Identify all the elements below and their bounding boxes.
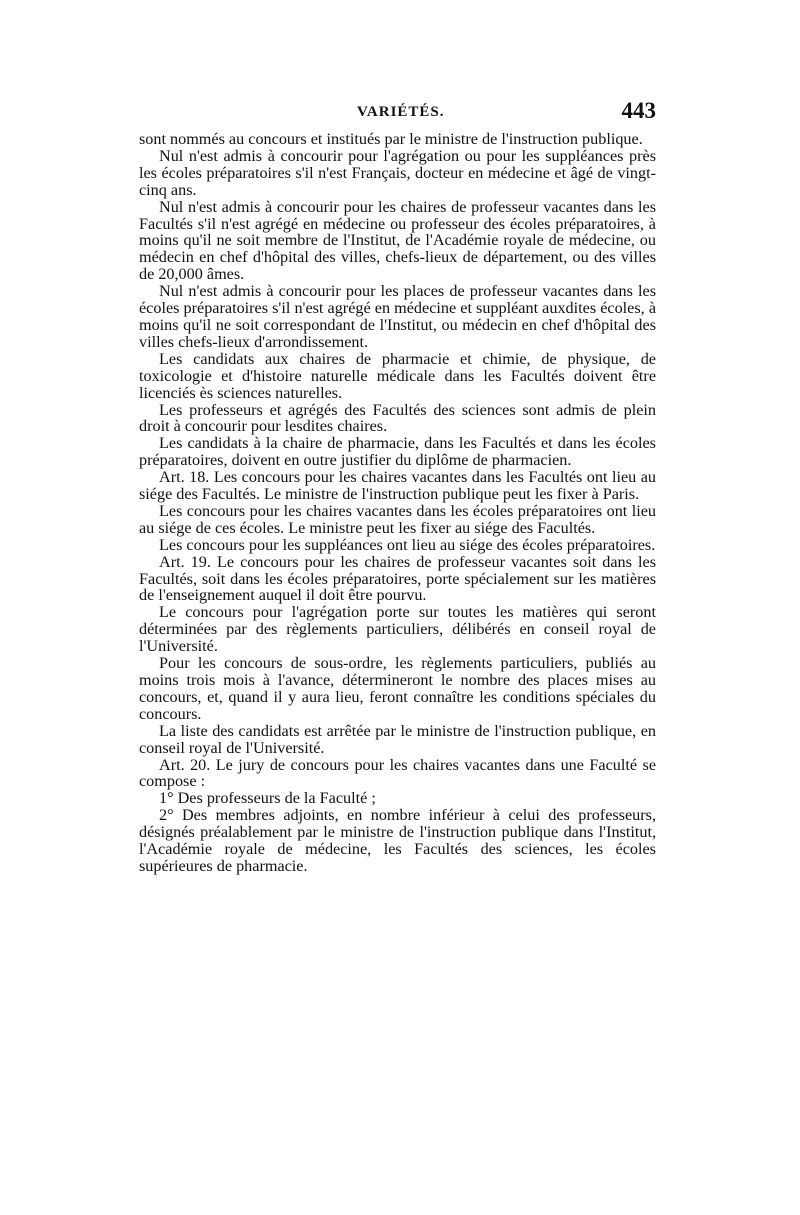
paragraph: Nul n'est admis à concourir pour les chaires de professeur vacantes dans les Facultés s'il n'est agrégé en médecine ou professeur des écoles préparatoires, à moins qu'il ne soit membre de l'Institut, de l'Académie royale de médecine, ou médecin en chef d'hôpital des villes, chefs-lieux de département, ou des villes de 20,000 âmes. [139, 197, 656, 284]
paragraph: Le concours pour l'agrégation porte sur toutes les matières qui seront déterminées par des règlements particuliers, délibérés en conseil royal de l'Université. [139, 603, 656, 656]
paragraph: 1° Des professeurs de la Faculté ; [159, 789, 376, 808]
paragraph: sont nommés au concours et institués par le ministre de l'instruction publique. [139, 130, 643, 148]
paragraph: Les concours pour les chaires vacantes dans les écoles préparatoires ont lieu au siége de ces écoles. Le ministre peut les fixer au siége des Facultés. [139, 501, 656, 537]
body-text [139, 131, 656, 875]
paragraph: Les candidats à la chaire de pharmacie, dans les Facultés et dans les écoles préparatoires, doivent en outre justifier du diplôme de pharmacien. [139, 434, 656, 470]
paragraph: Art. 20. Le jury de concours pour les chaires vacantes dans une Faculté se compose : [139, 755, 656, 791]
paragraph: Art. 19. Le concours pour les chaires de professeur vacantes soit dans les Facultés, soit dans les écoles préparatoires, porte spécialement sur les matières de l'enseignement auquel il doit être pourvu. [139, 552, 656, 605]
paragraph: Pour les concours de sous-ordre, les règlements particuliers, publiés au moins trois mois à l'avance, détermineront le nombre des places mises au concours, et, quand il y aura lieu, feront connaître les conditions spéciales du concours. [139, 654, 656, 723]
page-header [139, 98, 656, 128]
paragraph: La liste des candidats est arrêtée par le ministre de l'instruction publique, en conseil royal de l'Université. [139, 721, 656, 757]
running-title: VARIÉTÉS. [357, 104, 445, 120]
paragraph: Nul n'est admis à concourir pour les places de professeur vacantes dans les écoles préparatoires s'il n'est agrégé en médecine et suppléant auxdites écoles, à moins qu'il ne soit correspondant de l'Institut, ou médecin en chef d'hôpital des villes chefs-lieux d'arrondissement. [139, 282, 656, 351]
paragraph: Art. 18. Les concours pour les chaires vacantes dans les Facultés ont lieu au siége des Facultés. Le ministre de l'instruction publique peut les fixer à Paris. [139, 468, 656, 504]
paragraph: Les professeurs et agrégés des Facultés des sciences sont admis de plein droit à concourir pour lesdites chaires. [139, 400, 656, 436]
paragraph: 2° Des membres adjoints, en nombre inférieur à celui des professeurs, désignés préalablement par le ministre de l'instruction publique dans l'Institut, l'Académie royale de médecine, les Facultés des sciences, les écoles supérieures de pharmacie. [139, 806, 656, 875]
paragraph: Nul n'est admis à concourir pour l'agrégation ou pour les suppléances près les écoles préparatoires s'il n'est Français, docteur en médecine et âgé de vingt-cinq ans. [139, 146, 656, 199]
paragraph: Les candidats aux chaires de pharmacie et chimie, de physique, de toxicologie et d'histoire naturelle médicale dans les Facultés doivent être licenciés ès sciences naturelles. [139, 349, 656, 402]
paragraph: Les concours pour les suppléances ont lieu au siége des écoles préparatoires. [159, 535, 656, 554]
page-number: 443 [621, 98, 656, 123]
